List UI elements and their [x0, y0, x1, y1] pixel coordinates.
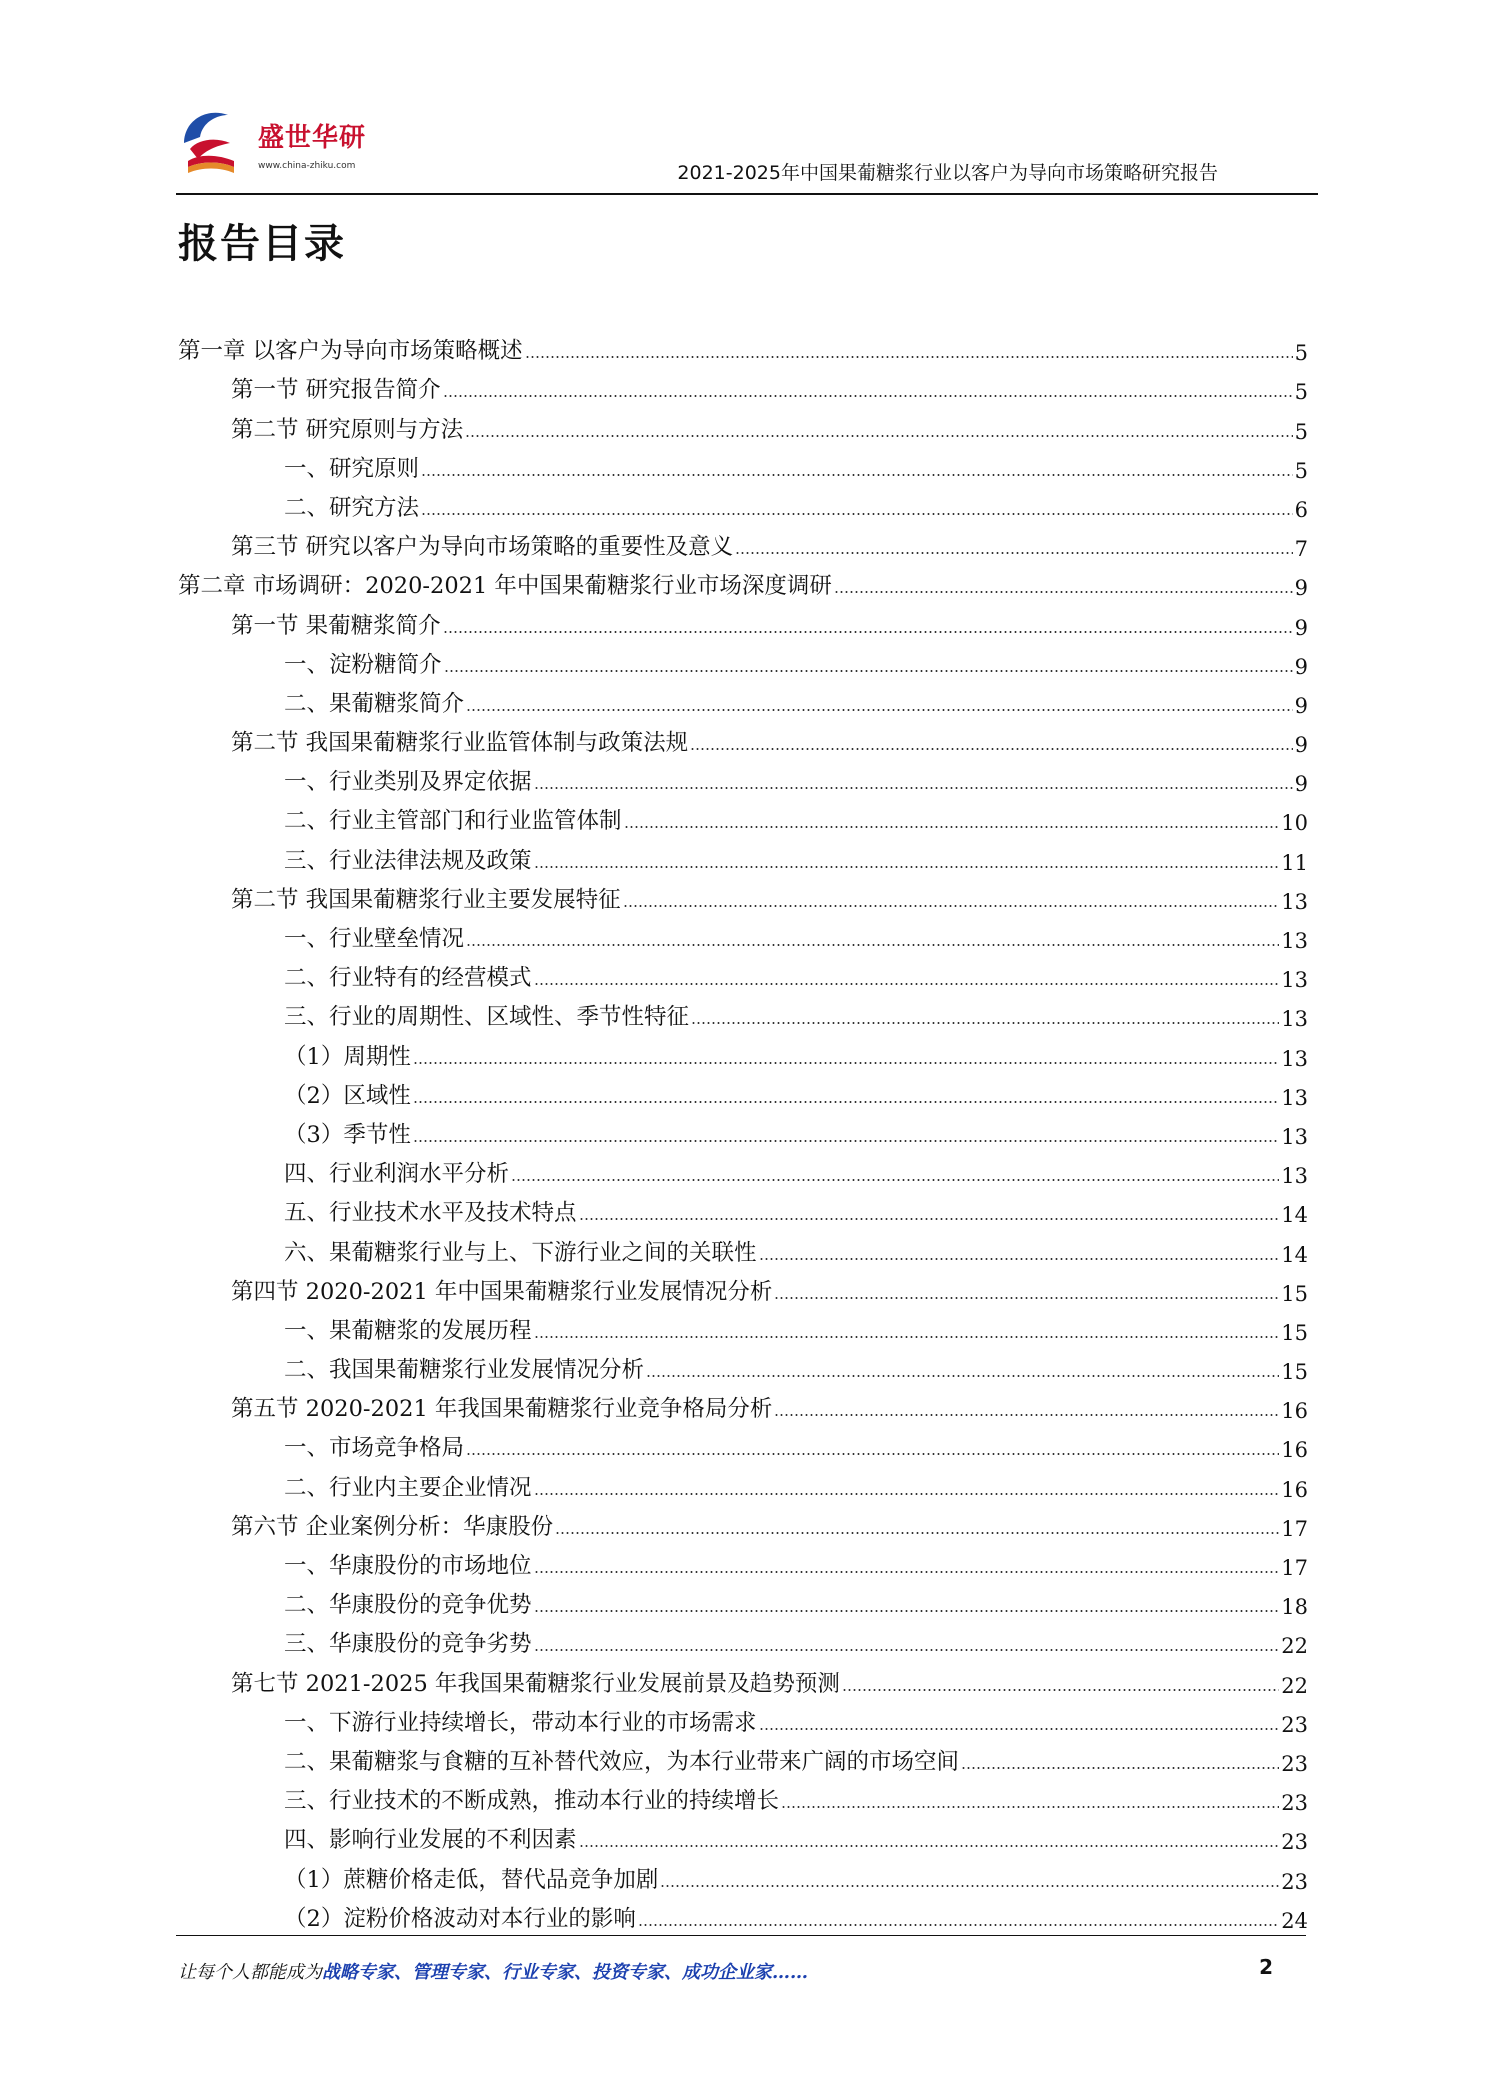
- toc-entry[interactable]: [178, 1149, 1308, 1188]
- toc-leader-dots: [534, 1492, 1280, 1496]
- toc-entry[interactable]: [178, 1267, 1308, 1306]
- toc-entry[interactable]: [178, 1502, 1308, 1541]
- toc-entry[interactable]: [178, 914, 1308, 953]
- toc-entry-label: （2）淀粉价格波动对本行业的影响: [284, 1905, 636, 1932]
- toc-entry-label: （1）蔗糖价格走低，替代品竞争加剧: [284, 1866, 659, 1893]
- toc-leader-dots: [421, 512, 1293, 516]
- toc-entry-page: 9: [1294, 772, 1308, 797]
- toc-entry-page: 13: [1281, 1007, 1308, 1032]
- toc-entry[interactable]: [178, 1698, 1308, 1737]
- toc-entry-label: 一、研究原则: [284, 455, 420, 482]
- toc-entry-page: 23: [1281, 1869, 1308, 1894]
- toc-entry[interactable]: [178, 1737, 1308, 1776]
- toc-entry-page: 13: [1281, 1164, 1308, 1189]
- toc-entry-label: 二、行业特有的经营模式: [284, 965, 532, 992]
- toc-entry-page: 13: [1281, 1085, 1308, 1110]
- toc-entry[interactable]: [178, 483, 1308, 522]
- toc-leader-dots: [413, 1139, 1279, 1143]
- toc-leader-dots: [834, 590, 1293, 594]
- toc-entry[interactable]: [178, 796, 1308, 835]
- header-divider: [176, 193, 1318, 195]
- toc-leader-dots: [511, 1178, 1279, 1182]
- toc-entry-label: （2）区域性: [284, 1082, 411, 1109]
- toc-entry-label: 二、果葡糖浆简介: [284, 690, 465, 717]
- toc-entry[interactable]: [178, 1384, 1308, 1423]
- toc-entry-label: 第四节 2020-2021 年中国果葡糖浆行业发展情况分析: [231, 1278, 773, 1305]
- toc-entry[interactable]: [178, 600, 1308, 639]
- toc-leader-dots: [774, 1413, 1279, 1417]
- toc-leader-dots: [759, 1727, 1280, 1731]
- toc-entry-page: 23: [1281, 1830, 1308, 1855]
- toc-entry-label: 二、华康股份的竞争优势: [284, 1592, 532, 1619]
- toc-entry[interactable]: [178, 875, 1308, 914]
- toc-entry[interactable]: [178, 1658, 1308, 1697]
- toc-leader-dots: [444, 669, 1293, 673]
- toc-entry-label: 一、行业类别及界定依据: [284, 769, 532, 796]
- toc-leader-dots: [691, 1021, 1279, 1025]
- toc-entry[interactable]: [178, 953, 1308, 992]
- toc-entry[interactable]: [178, 1423, 1308, 1462]
- toc-leader-dots: [735, 551, 1292, 555]
- toc-entry[interactable]: [178, 718, 1308, 757]
- toc-entry[interactable]: [178, 992, 1308, 1031]
- toc-entry[interactable]: [178, 1188, 1308, 1227]
- toc-leader-dots: [660, 1884, 1279, 1888]
- toc-leader-dots: [466, 708, 1293, 712]
- toc-entry-page: 9: [1294, 693, 1308, 718]
- footer-divider: [176, 1935, 1306, 1936]
- toc-leader-dots: [443, 394, 1293, 398]
- toc-entry-label: 第二节 我国果葡糖浆行业监管体制与政策法规: [231, 730, 689, 757]
- toc-entry-label: 一、市场竞争格局: [284, 1435, 465, 1462]
- toc-entry-page: 10: [1281, 811, 1308, 836]
- toc-entry-page: 6: [1294, 497, 1308, 522]
- toc-entry-page: 5: [1294, 380, 1308, 405]
- toc-entry-label: 第七节 2021-2025 年我国果葡糖浆行业发展前景及趋势预测: [231, 1670, 840, 1697]
- toc-entry-label: 第六节 企业案例分析：华康股份: [231, 1513, 554, 1540]
- toc-entry-page: 9: [1294, 576, 1308, 601]
- toc-entry-page: 16: [1281, 1438, 1308, 1463]
- toc-entry-page: 15: [1281, 1360, 1308, 1385]
- toc-entry-page: 14: [1281, 1242, 1308, 1267]
- toc-entry-page: 16: [1281, 1399, 1308, 1424]
- toc-entry-page: 9: [1294, 615, 1308, 640]
- footer-slogan-highlight: 战略专家、管理专家、行业专家、投资专家、成功企业家……: [322, 1962, 808, 1983]
- toc-entry-label: 一、华康股份的市场地位: [284, 1553, 532, 1579]
- toc-entry-page: 18: [1281, 1595, 1308, 1620]
- toc-entry-label: 二、果葡糖浆与食糖的互补替代效应，为本行业带来广阔的市场空间: [284, 1748, 960, 1775]
- toc-leader-dots: [555, 1531, 1279, 1535]
- toc-leader-dots: [465, 434, 1292, 438]
- toc-entry[interactable]: [178, 835, 1308, 874]
- toc-entry-page: 15: [1281, 1320, 1308, 1345]
- toc-entry-page: 22: [1281, 1673, 1308, 1698]
- toc-entry[interactable]: [178, 1580, 1308, 1619]
- toc-entry-label: 二、我国果葡糖浆行业发展情况分析: [284, 1357, 645, 1384]
- footer-slogan: [178, 1958, 808, 1984]
- toc-entry[interactable]: [178, 679, 1308, 718]
- toc-entry-label: 第二节 研究原则与方法: [231, 416, 464, 443]
- toc-entry-label: 第一节 研究报告简介: [231, 377, 441, 404]
- toc-leader-dots: [781, 1805, 1279, 1809]
- toc-entry[interactable]: [178, 757, 1308, 796]
- toc-entry-label: 六、果葡糖浆行业与上、下游行业之间的关联性: [284, 1239, 757, 1266]
- toc-entry[interactable]: [178, 326, 1308, 365]
- toc-entry[interactable]: [178, 1306, 1308, 1345]
- toc-leader-dots: [534, 1648, 1280, 1652]
- toc-entry-page: 17: [1281, 1516, 1308, 1541]
- toc-entry-label: 三、行业的周期性、区域性、季节性特征: [284, 1004, 690, 1031]
- toc-leader-dots: [646, 1374, 1279, 1378]
- toc-entry-label: 一、果葡糖浆的发展历程: [284, 1317, 532, 1344]
- toc-entry[interactable]: [178, 365, 1308, 404]
- toc-leader-dots: [690, 747, 1292, 751]
- toc-entry[interactable]: [178, 640, 1308, 679]
- toc-leader-dots: [413, 1061, 1279, 1065]
- toc-entry[interactable]: [178, 1110, 1308, 1149]
- toc-leader-dots: [466, 1452, 1279, 1456]
- toc-entry[interactable]: [178, 1227, 1308, 1266]
- toc-entry-page: 14: [1281, 1203, 1308, 1228]
- toc-entry-page: 13: [1281, 1046, 1308, 1071]
- toc-entry-page: 13: [1281, 889, 1308, 914]
- toc-entry-page: 24: [1281, 1908, 1308, 1933]
- toc-entry-label: 第五节 2020-2021 年我国果葡糖浆行业竞争格局分析: [231, 1396, 773, 1423]
- toc-leader-dots: [534, 1570, 1280, 1574]
- toc-leader-dots: [466, 943, 1279, 947]
- page-title: 报告目录: [178, 221, 346, 267]
- toc-entry-label: 第一章 以客户为导向市场策略概述: [178, 338, 523, 365]
- toc-entry[interactable]: [178, 1071, 1308, 1110]
- toc-leader-dots: [624, 825, 1280, 829]
- toc-entry-page: 16: [1281, 1477, 1308, 1502]
- toc-entry-label: 第二章 市场调研：2020-2021 年中国果葡糖浆行业市场深度调研: [178, 573, 832, 600]
- toc-leader-dots: [961, 1766, 1279, 1770]
- toc-entry[interactable]: [178, 1345, 1308, 1384]
- toc-entry-label: 三、华康股份的竞争劣势: [284, 1631, 532, 1658]
- toc-entry-label: 五、行业技术水平及技术特点: [284, 1200, 577, 1227]
- toc-entry-page: 9: [1294, 654, 1308, 679]
- toc-leader-dots: [534, 1335, 1280, 1339]
- logo-emblem-icon: [176, 103, 256, 183]
- logo-url: www.china-zhiku.com: [258, 161, 356, 171]
- toc-entry-label: 一、下游行业持续增长，带动本行业的市场需求: [284, 1709, 757, 1736]
- toc-entry[interactable]: [178, 444, 1308, 483]
- toc-entry-label: 四、行业利润水平分析: [284, 1161, 510, 1188]
- toc-entry-label: 三、行业法律法规及政策: [284, 847, 532, 874]
- toc-leader-dots: [534, 982, 1280, 986]
- toc-entry-label: 第一节 果葡糖浆简介: [231, 612, 441, 639]
- logo-text: 盛世华研: [258, 123, 367, 153]
- toc-entry-page: 13: [1281, 1124, 1308, 1149]
- toc-entry[interactable]: [178, 1462, 1308, 1501]
- toc-leader-dots: [534, 865, 1280, 869]
- toc-entry[interactable]: [178, 561, 1308, 600]
- page-number: 2: [1259, 1955, 1273, 1979]
- toc-leader-dots: [421, 473, 1293, 477]
- toc-leader-dots: [842, 1688, 1279, 1692]
- toc-entry[interactable]: [178, 1541, 1308, 1580]
- toc-entry-label: 二、研究方法: [284, 494, 420, 521]
- toc-leader-dots: [638, 1923, 1279, 1927]
- toc-leader-dots: [774, 1296, 1279, 1300]
- toc-entry-label: 二、行业内主要企业情况: [284, 1474, 532, 1501]
- toc-entry[interactable]: [178, 522, 1308, 561]
- toc-entry-label: 第三节 研究以客户为导向市场策略的重要性及意义: [231, 534, 734, 561]
- toc-entry[interactable]: [178, 1815, 1308, 1854]
- footer-slogan-prefix: 让每个人都能成为: [178, 1962, 322, 1983]
- toc-entry-page: 13: [1281, 968, 1308, 993]
- toc-entry-label: 四、影响行业发展的不利因素: [284, 1827, 577, 1854]
- toc-entry-page: 7: [1294, 537, 1308, 562]
- toc-entry-label: 一、淀粉糖简介: [284, 651, 442, 678]
- toc-leader-dots: [534, 1609, 1280, 1613]
- toc-leader-dots: [579, 1217, 1280, 1221]
- toc-entry[interactable]: [178, 1619, 1308, 1658]
- company-logo: [176, 103, 396, 183]
- toc-entry-label: 三、行业技术的不断成熟，推动本行业的持续增长: [284, 1788, 780, 1815]
- toc-entry-page: 9: [1294, 733, 1308, 758]
- toc-leader-dots: [413, 1100, 1279, 1104]
- toc-leader-dots: [759, 1257, 1280, 1261]
- toc-entry-page: 17: [1281, 1556, 1308, 1580]
- toc-entry-page: 13: [1281, 929, 1308, 953]
- toc-entry-page: 23: [1281, 1751, 1308, 1776]
- toc-entry[interactable]: [178, 1894, 1308, 1933]
- toc-entry-page: 5: [1294, 341, 1308, 366]
- report-header-title: 2021-2025年中国果葡糖浆行业以客户为导向市场策略研究报告: [677, 162, 1218, 184]
- table-of-contents: [178, 326, 1308, 1933]
- toc-entry-page: 15: [1281, 1281, 1308, 1306]
- toc-leader-dots: [443, 630, 1293, 634]
- toc-entry-label: 第二节 我国果葡糖浆行业主要发展特征: [231, 886, 621, 913]
- toc-entry-label: 二、行业主管部门和行业监管体制: [284, 808, 622, 835]
- toc-entry-page: 23: [1281, 1712, 1308, 1737]
- toc-entry-page: 5: [1294, 458, 1308, 483]
- toc-entry-label: 一、行业壁垒情况: [284, 926, 465, 952]
- toc-leader-dots: [623, 904, 1280, 908]
- toc-entry-page: 11: [1281, 850, 1308, 875]
- toc-leader-dots: [579, 1844, 1280, 1848]
- toc-entry[interactable]: [178, 404, 1308, 443]
- toc-entry-page: 23: [1281, 1791, 1308, 1816]
- toc-leader-dots: [525, 355, 1293, 359]
- toc-entry[interactable]: [178, 1776, 1308, 1815]
- toc-entry[interactable]: [178, 1031, 1308, 1070]
- toc-leader-dots: [534, 786, 1293, 790]
- toc-entry-page: 22: [1281, 1634, 1308, 1659]
- toc-entry[interactable]: [178, 1854, 1308, 1893]
- toc-entry-label: （1）周期性: [284, 1043, 411, 1070]
- toc-entry-page: 5: [1294, 419, 1308, 444]
- toc-entry-label: （3）季节性: [284, 1121, 411, 1148]
